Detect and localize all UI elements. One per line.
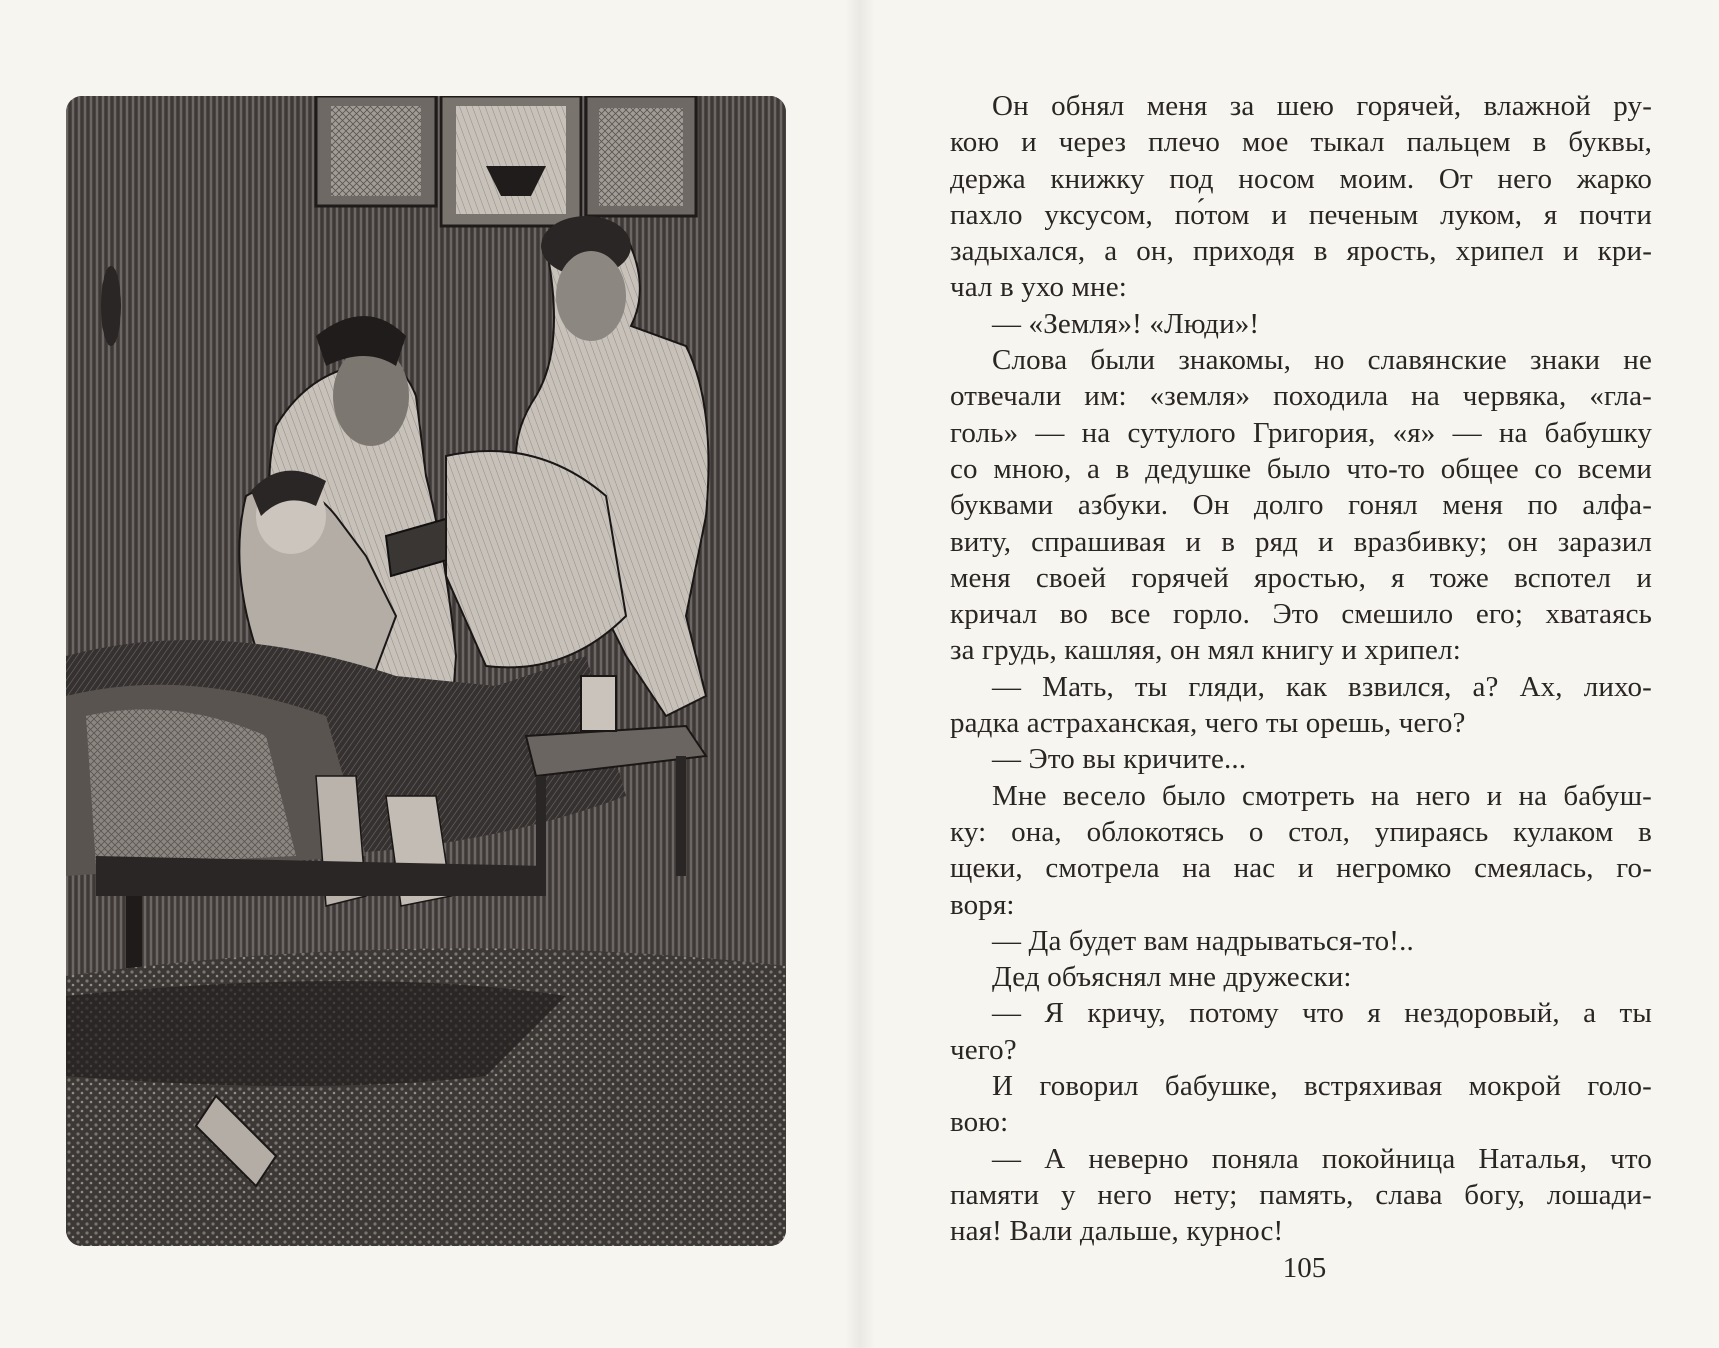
text-line: Мне весело было смотреть на него и на бабуш-	[992, 779, 1652, 812]
illustration-drawing	[66, 96, 786, 1246]
body-text	[950, 88, 1652, 1250]
text-line: — Да будет вам надрываться-то!..	[992, 924, 1414, 957]
text-line: голь» — на сутулого Григория, «я» — на бабушку	[950, 416, 1652, 449]
text-line: со мною, а в дедушке было что-то общее со всеми	[950, 452, 1652, 485]
text-line: ку: она, облокотясь о стол, упираясь кулаком в	[950, 815, 1652, 848]
text-line: — Мать, ты гляди, как взвился, а? Ах, лихо-	[992, 670, 1652, 703]
text-line: меня своей горячей яростью, я тоже вспотел и	[950, 561, 1652, 594]
text-line: Слова были знакомы, но славянские знаки не	[992, 344, 1652, 377]
text-line: задыхался, а он, приходя в ярость, хрипел и кри-	[950, 235, 1652, 268]
engraving-illustration	[66, 96, 786, 1246]
text-line: виту, спрашивая и в ряд и вразбивку; он заразил	[950, 525, 1652, 558]
page-number: 105	[1282, 1252, 1327, 1284]
text-line: щеки, смотрела на нас и негромко смеялась, го-	[950, 852, 1652, 885]
text-line: чего?	[950, 1033, 1017, 1066]
text-line: воря:	[950, 888, 1015, 921]
text-line: Он обнял меня за шею горячей, влажной ру-	[992, 90, 1652, 122]
text-line: — «Земля»! «Люди»!	[992, 307, 1260, 340]
text-line: кричал во все горло. Это смешило его; хватаясь	[950, 598, 1652, 631]
text-line: буквами азбуки. Он долго гонял меня по алфа-	[950, 489, 1652, 522]
text-line: — Я кричу, потому что я нездоровый, а ты	[992, 997, 1652, 1030]
text-line: за грудь, кашляя, он мял книгу и хрипел:	[950, 634, 1461, 667]
text-line: отвечали им: «земля» походила на червяка, «гла-	[950, 380, 1652, 413]
text-line: ная! Вали дальше, курнос!	[950, 1215, 1284, 1248]
text-line: чал в ухо мне:	[950, 271, 1127, 304]
text-line: держа книжку под носом моим. От него жарко	[950, 162, 1652, 195]
text-line: — Это вы кричите...	[992, 743, 1247, 776]
text-line: — А неверно поняла покойница Наталья, что	[992, 1142, 1652, 1175]
text-line: вою:	[950, 1106, 1009, 1139]
text-line: И говорил бабушке, встряхивая мокрой голо-	[992, 1070, 1652, 1103]
text-line: кою и через плечо мое тыкал пальцем в буквы,	[950, 126, 1652, 159]
text-line: радка астраханская, чего ты орешь, чего?	[950, 707, 1466, 740]
text-line: пахло уксусом, по́том и печеным луком, я почти	[950, 198, 1652, 231]
text-line: Дед объяснял мне дружески:	[992, 961, 1352, 994]
text-line: памяти у него нету; память, слава богу, лошади-	[950, 1178, 1652, 1211]
right-page	[860, 0, 1719, 1348]
